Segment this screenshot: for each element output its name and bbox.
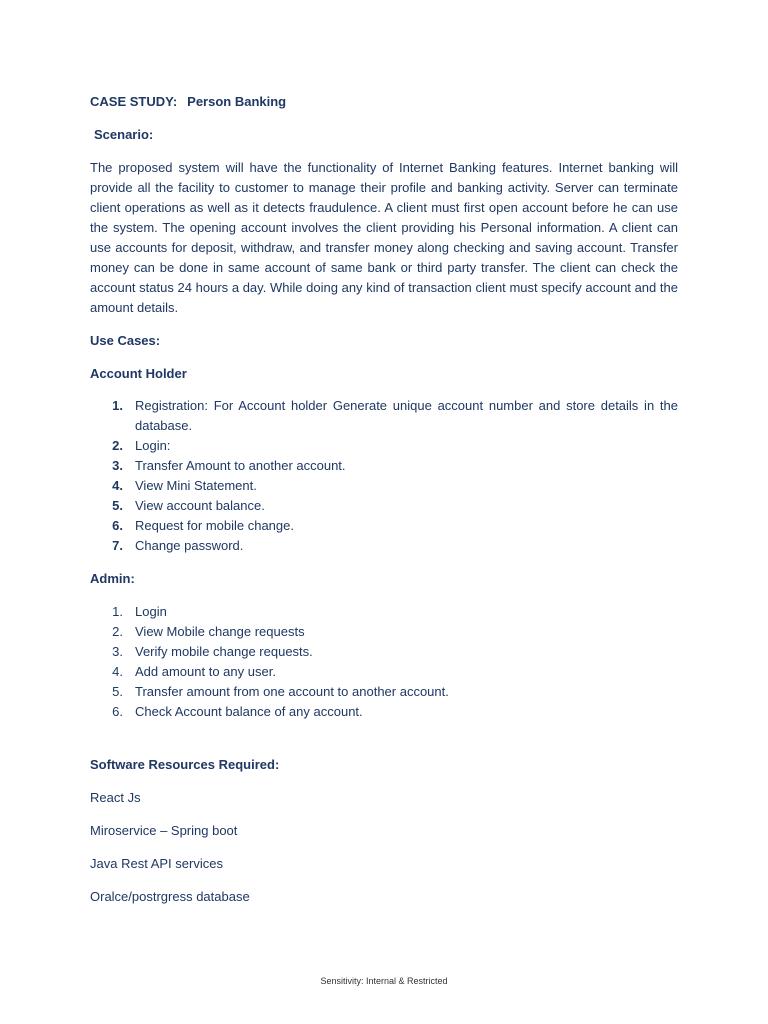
account-holder-heading: Account Holder: [90, 366, 187, 381]
software-item: Java Rest API services: [90, 856, 223, 871]
list-item: [90, 516, 678, 536]
list-text: Registration: For Account holder Generate unique account number and store details in the database.: [135, 398, 678, 433]
account-holder-list: [90, 396, 678, 556]
list-number: 2.: [112, 438, 123, 453]
list-number: 3.: [112, 644, 123, 659]
list-text: Change password.: [135, 538, 244, 553]
list-item: [90, 396, 678, 436]
scenario-paragraph: The proposed system will have the functionality of Internet Banking features. Internet banking will provide all the facility to customer to manage their profile and banking activity. Server can terminate client operations as well as it detects fraudulence. A client must first open account before he can use the system. The opening account involves the client providing his Personal information. A client can use accounts for deposit, withdraw, and transfer money along checking and saving account. Transfer money can be done in same account of same bank or third party transfer. The client can check the account status 24 hours a day. While doing any kind of transaction client must specify account and the amount details.: [90, 160, 678, 315]
list-number: 3.: [112, 458, 123, 473]
list-text: Request for mobile change.: [135, 518, 294, 533]
list-item: [90, 702, 678, 722]
list-number: 4.: [112, 478, 123, 493]
list-text: Transfer Amount to another account.: [135, 458, 346, 473]
list-text: Login: [135, 604, 167, 619]
sensitivity-footer: Sensitivity: Internal & Restricted: [320, 976, 448, 986]
list-item: [90, 436, 678, 456]
list-number: 1.: [112, 398, 123, 413]
list-number: 6.: [112, 518, 123, 533]
list-text: Transfer amount from one account to another account.: [135, 684, 449, 699]
list-number: 2.: [112, 624, 123, 639]
list-text: Verify mobile change requests.: [135, 644, 313, 659]
list-item: [90, 496, 678, 516]
title-label: CASE STUDY:: [90, 94, 178, 109]
admin-heading: Admin:: [90, 571, 135, 586]
list-number: 6.: [112, 704, 123, 719]
list-item: [90, 622, 678, 642]
list-item: [90, 642, 678, 662]
list-text: View Mini Statement.: [135, 478, 257, 493]
case-study-title: [90, 92, 286, 112]
list-item: [90, 602, 678, 622]
list-number: 5.: [112, 498, 123, 513]
list-item: [90, 662, 678, 682]
list-item: [90, 682, 678, 702]
list-number: 7.: [112, 538, 123, 553]
software-item: Miroservice – Spring boot: [90, 823, 238, 838]
list-number: 5.: [112, 684, 123, 699]
list-number: 4.: [112, 664, 123, 679]
list-text: View Mobile change requests: [135, 624, 305, 639]
software-item: React Js: [90, 790, 141, 805]
title-value: Person Banking: [187, 94, 287, 109]
use-cases-heading: Use Cases:: [90, 333, 161, 348]
list-text: Login:: [135, 438, 171, 453]
admin-list: [90, 602, 678, 722]
scenario-heading: Scenario:: [94, 127, 154, 142]
list-text: Check Account balance of any account.: [135, 704, 363, 719]
list-item: [90, 536, 678, 556]
list-item: [90, 456, 678, 476]
list-number: 1.: [112, 604, 123, 619]
list-text: View account balance.: [135, 498, 265, 513]
software-resources-heading: Software Resources Required:: [90, 757, 280, 772]
list-text: Add amount to any user.: [135, 664, 276, 679]
software-item: Oralce/postrgress database: [90, 889, 250, 904]
list-item: [90, 476, 678, 496]
